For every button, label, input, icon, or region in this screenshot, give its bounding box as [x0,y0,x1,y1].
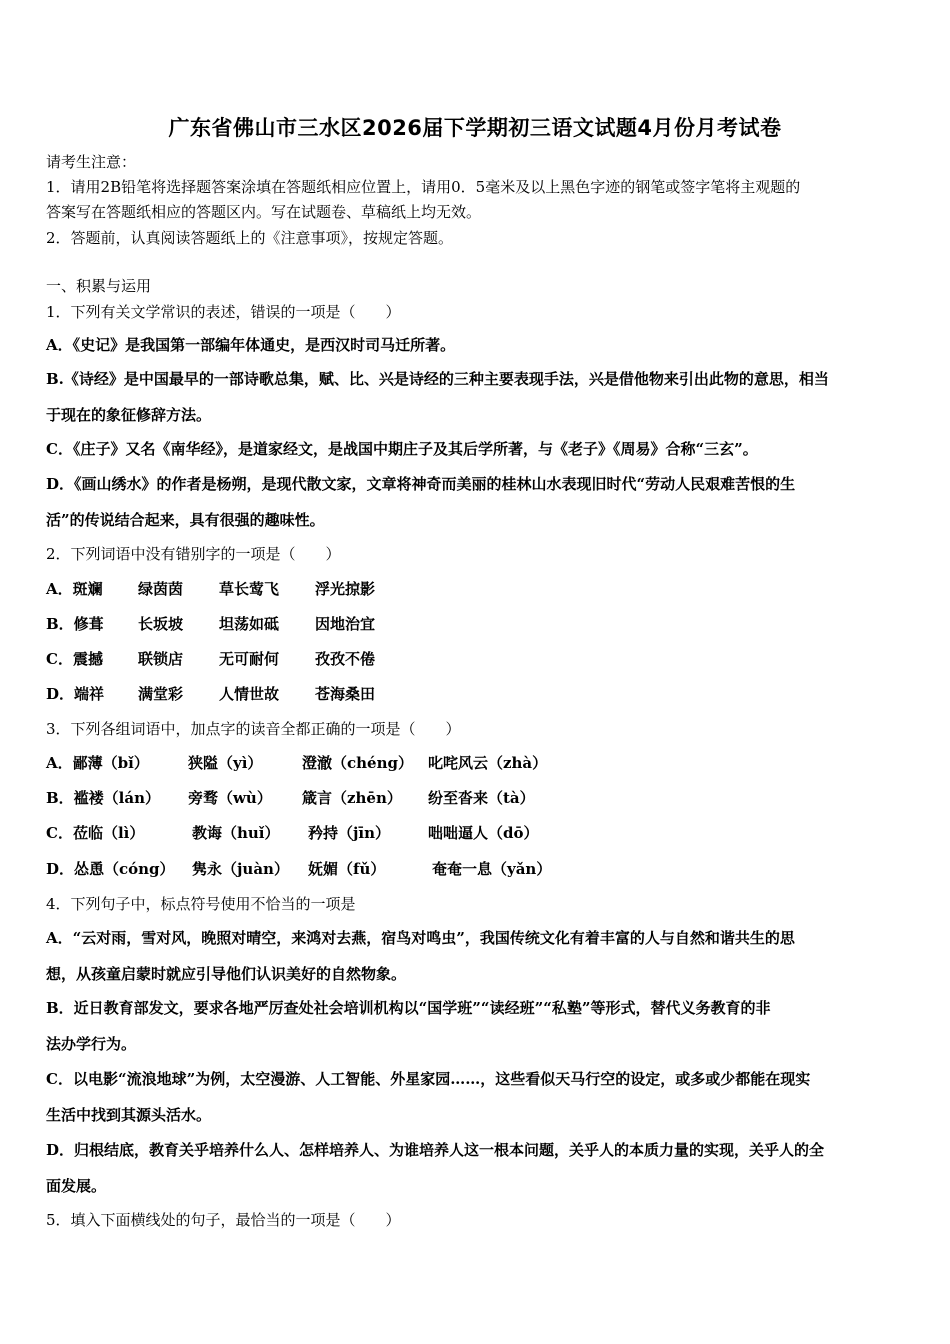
option-word: 长坂坡 [138,615,184,633]
option-word: 教诲（huǐ） [192,824,280,842]
question-4-option-b-line-2: 法办学行为。 [46,1035,137,1053]
option-word: D．怂恿（cóng） [46,860,175,878]
question-3-option-a [46,753,547,773]
option-word: 咄咄逼人（dō） [428,824,539,842]
question-2-stem: 2．下列词语中没有错别字的一项是（ ） [46,545,341,563]
section-heading: 一、积累与运用 [46,277,152,295]
option-word: 矜持（jīn） [308,824,391,842]
option-word: B．修葺 [46,615,104,633]
question-3-option-d [46,859,551,879]
question-4-option-c-line-1: C．以电影“流浪地球”为例，太空漫游、人工智能、外星家园……，这些看似天马行空的设定，或多或少都能在现实 [46,1070,811,1088]
option-word: 因地治宜 [315,615,376,633]
option-word: 苍海桑田 [315,685,376,703]
question-1-stem: 1．下列有关文学常识的表述，错误的一项是（ ） [46,303,401,321]
option-word: 绿茵茵 [138,580,184,598]
option-word: 隽永（juàn） [192,860,289,878]
option-word: 纷至沓来（tà） [428,789,535,807]
question-3-option-c [46,823,539,843]
question-1-option-b-line-2: 于现在的象征修辞方法。 [46,406,212,424]
question-4-option-b-line-1: B．近日教育部发文，要求各地严厉查处社会培训机构以“国学班”“读经班”“私塾”等形式，替代义务教育的非 [46,999,771,1017]
notice-item-1-line-1: 1．请用2B铅笔将选择题答案涂填在答题纸相应位置上，请用0．5毫米及以上黑色字迹的钢笔或签字笔将主观题的 [46,178,801,196]
question-4-option-d-line-1: D．归根结底，教育关乎培养什么人、怎样培养人、为谁培养人这一根本问题，关乎人的本质力量的实现，关乎人的全 [46,1141,825,1159]
notice-item-1-line-2: 答案写在答题纸相应的答题区内。写在试题卷、草稿纸上均无效。 [46,203,482,221]
question-4-stem: 4．下列句子中，标点符号使用不恰当的一项是 [46,895,356,913]
notice-item-2: 2．答题前，认真阅读答题纸上的《注意事项》，按规定答题。 [46,229,454,247]
option-word: 奄奄一息（yǎn） [432,860,552,878]
option-word: 人情世故 [219,685,280,703]
question-3-option-b [46,788,535,808]
option-word: D．端祥 [46,685,105,703]
option-word: A．鄙薄（bǐ） [46,754,149,772]
option-word: 联锁店 [138,650,184,668]
question-2-option-d [46,684,375,704]
option-word: C．莅临（lì） [46,824,145,842]
question-2-option-a [46,579,375,599]
option-word: 狭隘（yì） [188,754,263,772]
question-2-option-c [46,649,375,669]
option-word: 叱咤风云（zhà） [428,754,548,772]
option-word: C．震撼 [46,650,103,668]
notice-heading: 请考生注意： [46,153,137,171]
option-word: 无可耐何 [219,650,280,668]
question-4-option-d-line-2: 面发展。 [46,1177,107,1195]
question-1-option-d-line-2: 活”的传说结合起来，具有很强的趣味性。 [46,511,325,529]
option-word: B．褴褛（lán） [46,789,161,807]
page-title: 广东省佛山市三水区2026届下学期初三语文试题4月份月考试卷 [168,116,782,140]
option-word: 妩媚（fǔ） [308,860,386,878]
question-1-option-c: C．《庄子》又名《南华经》，是道家经文，是战国中期庄子及其后学所著，与《老子》《周易》合称“三玄”。 [46,440,758,458]
option-word: 旁骛（wù） [188,789,272,807]
question-4-option-a-line-2: 想，从孩童启蒙时就应引导他们认识美好的自然物象。 [46,965,407,983]
option-word: 箴言（zhēn） [302,789,402,807]
question-1-option-b-line-1: B.《诗经》是中国最早的一部诗歌总集，赋、比、兴是诗经的三种主要表现手法，兴是借他物来引出此物的意思，相当 [46,370,829,388]
question-4-option-a-line-1: A．“云对雨，雪对风，晚照对晴空，来鸿对去燕，宿鸟对鸣虫”，我国传统文化有着丰富的人与自然和谐共生的思 [46,929,795,947]
question-2-option-b [46,614,375,634]
option-word: 坦荡如砥 [219,615,280,633]
option-word: 满堂彩 [138,685,184,703]
question-1-option-a: A．《史记》是我国第一部编年体通史，是西汉时司马迁所著。 [46,336,456,354]
option-word: 孜孜不倦 [315,650,376,668]
option-word: 浮光掠影 [315,580,376,598]
option-word: A．斑斓 [46,580,103,598]
question-3-stem: 3．下列各组词语中，加点字的读音全都正确的一项是（ ） [46,720,461,738]
option-word: 草长莺飞 [219,580,280,598]
question-5-stem: 5．填入下面横线处的句子，最恰当的一项是（ ） [46,1211,401,1229]
option-word: 澄澈（chéng） [302,754,413,772]
question-1-option-d-line-1: D．《画山绣水》的作者是杨朔，是现代散文家，文章将神奇而美丽的桂林山水表现旧时代“劳动人民艰难苦恨的生 [46,475,796,493]
question-4-option-c-line-2: 生活中找到其源头活水。 [46,1106,212,1124]
